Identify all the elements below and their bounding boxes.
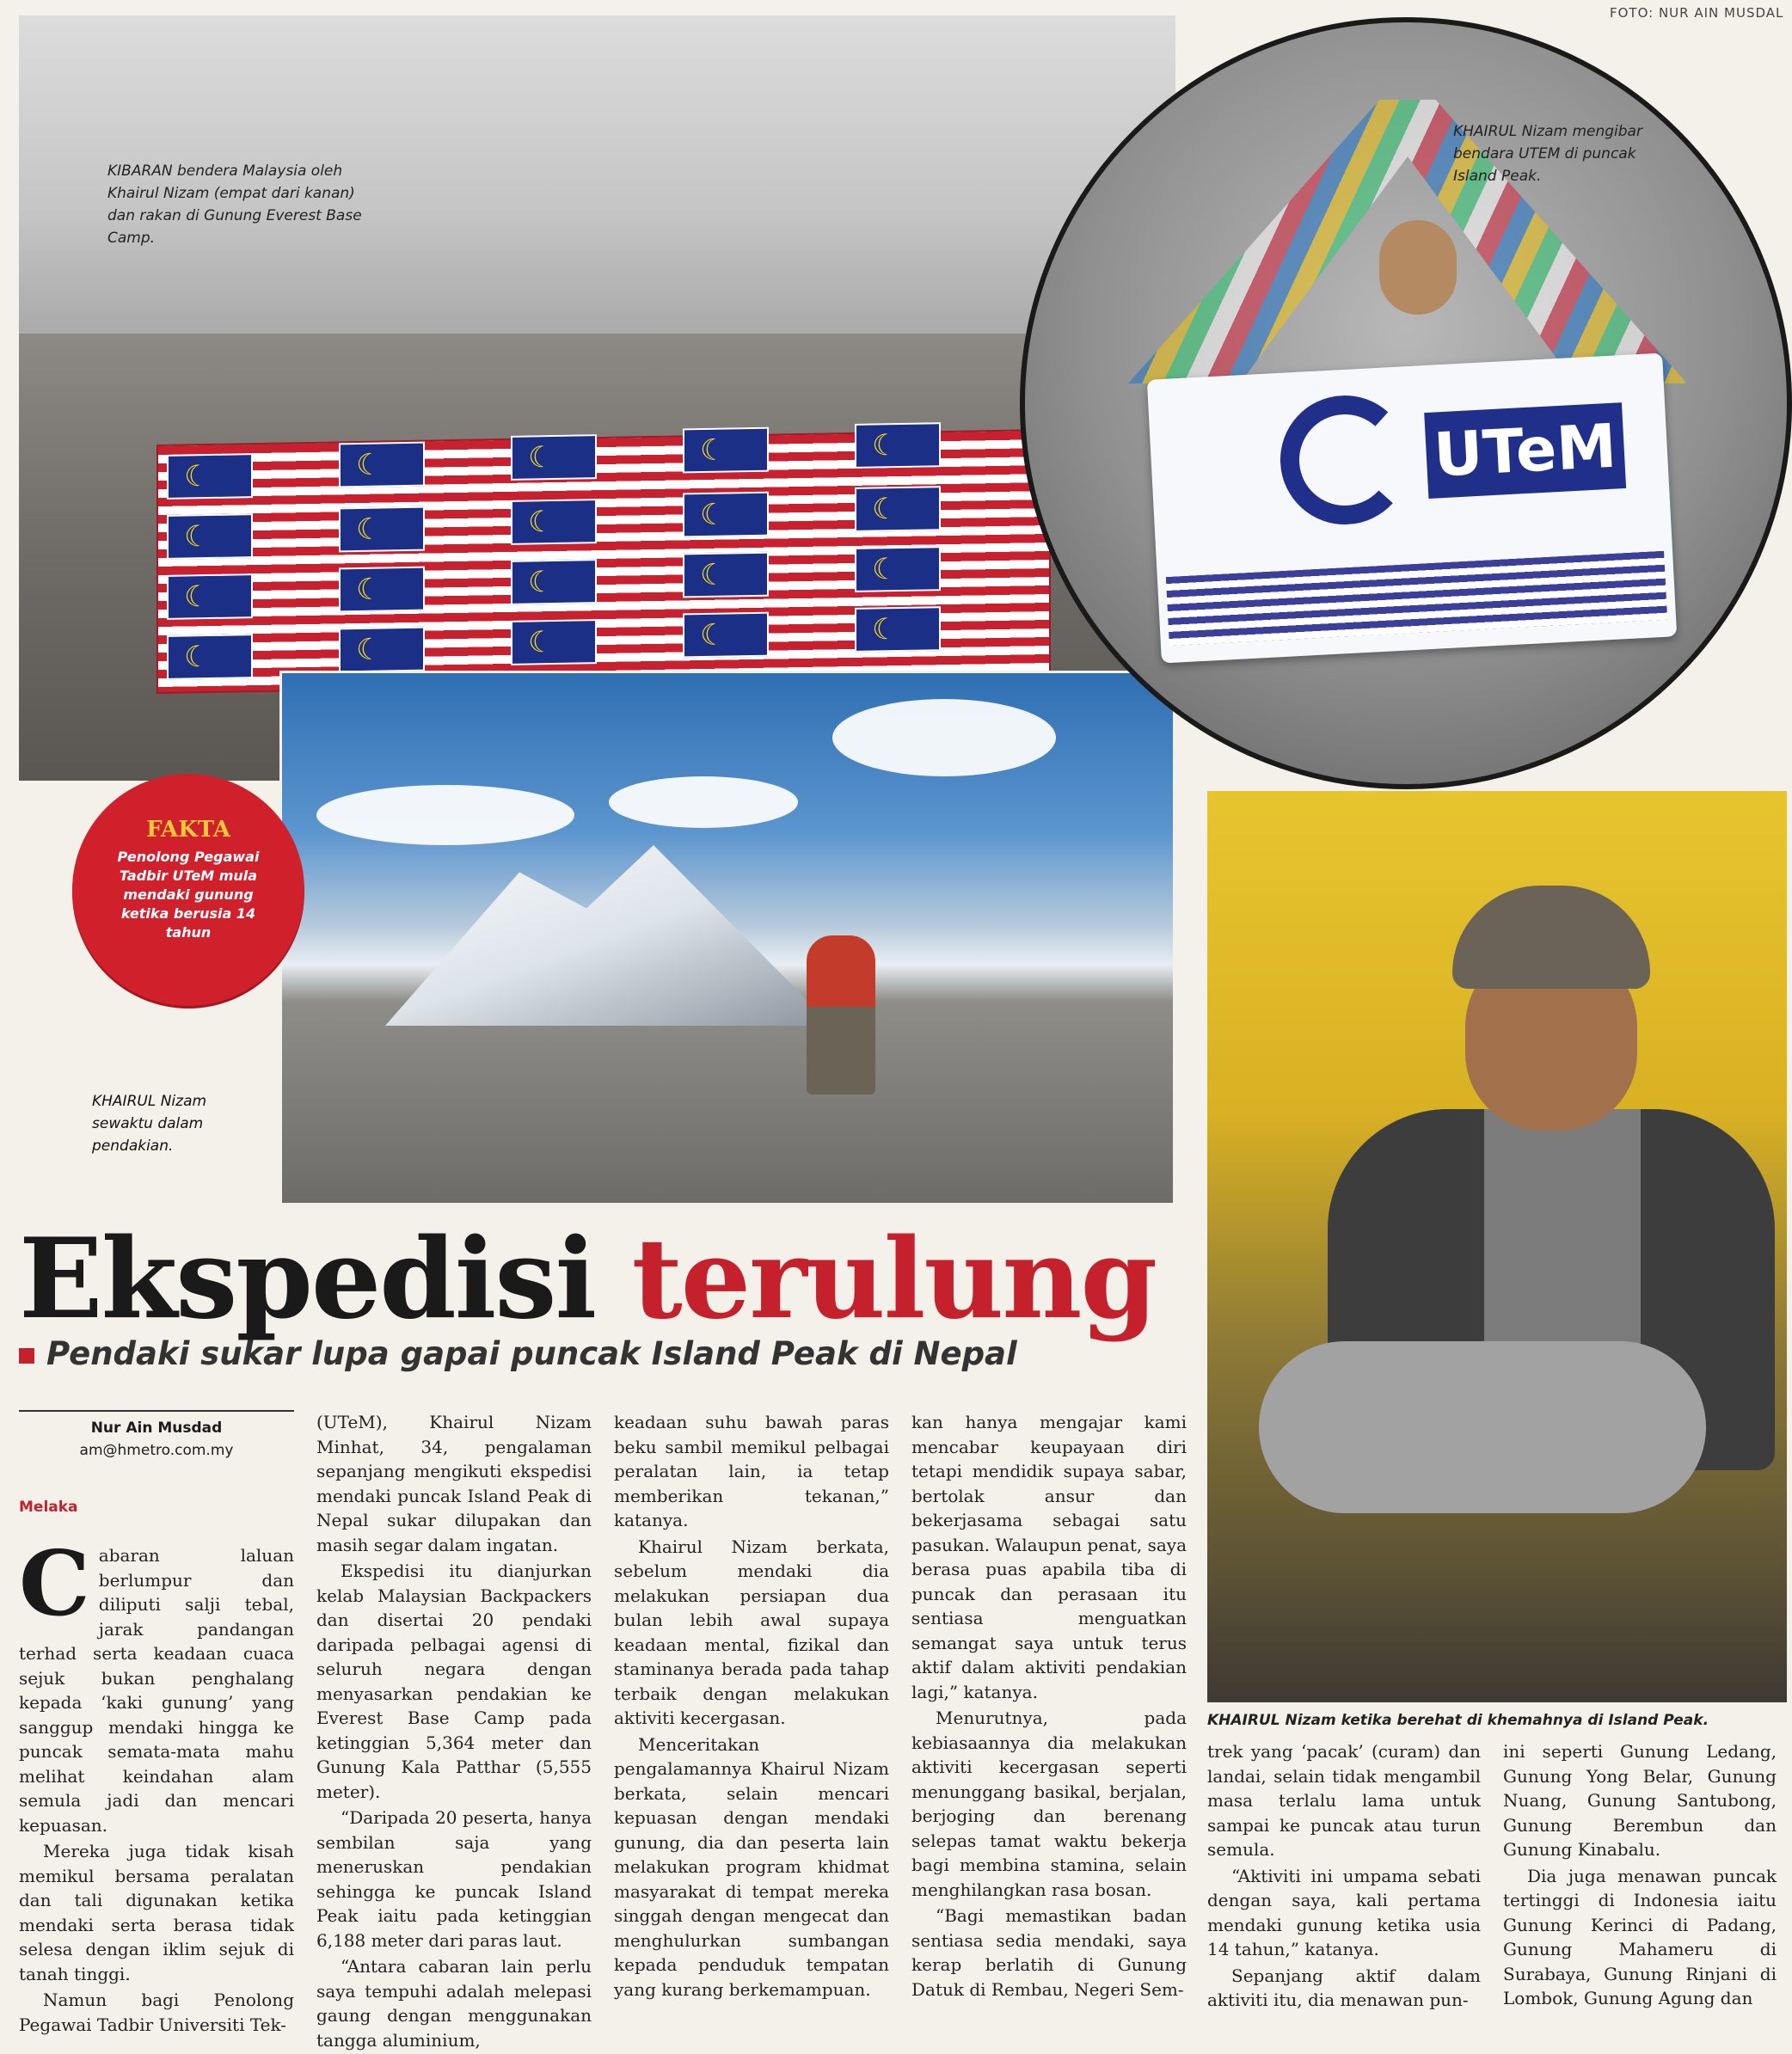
bullet-square-icon: [19, 1348, 34, 1364]
flag-canton: [167, 513, 253, 560]
photo-credit: FOTO: NUR AIN MUSDAL: [1610, 5, 1784, 21]
byline-email: am@hmetro.com.my: [79, 1442, 234, 1459]
paragraph: Ekspedisi itu dianjurkan kelab Malaysian Backpackers dan disertai 20 pendaki daripada pelbagai agensi di seluruh negara dengan menyasarkan pendakian ke Everest Base Camp pada ketinggian 5,364 meter dan Gunung Kala Patthar (5,555 meter).: [316, 1560, 592, 1802]
malaysia-flag-banner: [156, 429, 1051, 694]
fakta-title: FAKTA: [146, 817, 230, 843]
caption-basecamp: KIBARAN bendera Malaysia oleh Khairul Nizam (empat dari kanan) dan rakan di Gunung Everest Base Camp.: [107, 162, 362, 247]
paragraph: Menurutnya, pada kebiasaannya dia melakukan aktiviti kecergasan seperti menunggang basikal, berjalan, berjoging dan berenang selepas tamat waktu bekerja bagi membina stamina, selain menghilangkan rasa bosan.: [911, 1708, 1187, 1900]
paragraph: Sepanjang aktif dalam aktiviti itu, dia menawan pun-: [1207, 1965, 1481, 2010]
fakta-text: Penolong Pegawai Tadbir UTeM mula mendaki gunung ketika berusia 14 tahun: [117, 849, 260, 941]
paragraph: “Bagi memastikan badan sentiasa sedia mendaki, saya kerap berlatih di Gunung Datuk di Rembau, Negeri Sem-: [911, 1905, 1187, 2000]
flag-canton: [167, 634, 253, 680]
paragraph: “Antara cabaran lain perlu saya tempuhi adalah melepasi gaung dengan menggunakan tangga aluminium,: [316, 1956, 592, 2051]
caption-island-peak: KHAIRUL Nizam mengibar bendara UTEM di puncak Island Peak.: [1453, 123, 1642, 185]
photo-cloud: [832, 699, 1056, 776]
photo-mountain: [385, 845, 832, 1026]
flag-canton: [855, 546, 941, 592]
subheadline: [19, 1335, 1017, 1372]
flag-canton: [511, 619, 597, 665]
paragraph: Menceritakan pengalamannya Khairul Nizam berkata, selain mencari kepuasan dengan mendaki gunung, dia dan peserta lain melakukan program khidmat masyarakat di tempat mereka singgah dengan mengecat dan menghulurkan sumbangan kepada penduduk tempatan yang kurang berkemampuan.: [614, 1733, 889, 2000]
photo-tent: [1207, 791, 1787, 1702]
flag-canton: [683, 552, 769, 598]
article-column-3: [614, 1410, 889, 2003]
flag-canton: [855, 486, 941, 532]
flag-canton: [511, 434, 597, 481]
paragraph: ini seperti Gunung Ledang, Gunung Yong Belar, Gunung Nuang, Gunung Santubong, Gunung Berembun dan Gunung Kinabalu.: [1503, 1741, 1777, 1860]
paragraph: trek yang ‘pacak’ (curam) dan landai, selain tidak mengambil masa terlalu lama untuk sampai ke puncak atau turun semula.: [1207, 1741, 1481, 1860]
article-column-4: [911, 1410, 1187, 2003]
flag-canton: [339, 442, 425, 488]
flag-canton: [511, 499, 597, 545]
photo-cloud: [609, 776, 798, 828]
flag-canton: [683, 427, 769, 474]
flag-canton: [683, 612, 769, 659]
flag-canton: [339, 567, 425, 613]
photo-climber-head: [1379, 220, 1457, 315]
headline-part1: Ekspedisi: [19, 1215, 596, 1344]
article-column-6: [1503, 1739, 1777, 2013]
article-column-5: [1207, 1739, 1481, 2014]
flag-canton: [167, 573, 253, 620]
utem-banner: [1147, 353, 1677, 664]
article-column-1: [19, 1530, 294, 2039]
dateline-location: Melaka: [19, 1499, 78, 1516]
paragraph: kan hanya mengajar kami mencabar keupayaan diri tetapi mendidik supaya sabar, bertolak ansur dan bekerjasama sebagai satu pasukan. Walaupun penat, saya berasa puas apabila tiba di puncak dan perasaan itu sentiasa menguatkan semangat saya untuk terus aktif dalam aktiviti pendakian lagi,” katanya.: [911, 1412, 1187, 1702]
paragraph: [19, 1530, 294, 1837]
caption-trek: KHAIRUL Nizam sewaktu dalam pendakian.: [92, 1093, 207, 1155]
flag-canton: [339, 627, 425, 673]
headline: [19, 1215, 1156, 1344]
photo-trekking: [279, 671, 1175, 1205]
paragraph: “Daripada 20 peserta, hanya sembilan saja yang meneruskan pendakian sehingga ke puncak Island Peak iaitu pada ketinggian 6,188 meter dari paras laut.: [316, 1807, 592, 1951]
photo-everest-base-camp: [19, 15, 1175, 781]
caption-tent: KHAIRUL Nizam ketika berehat di khemahnya di Island Peak.: [1207, 1712, 1709, 1729]
utem-logo-icon: [1277, 392, 1413, 528]
headline-part2: terulung: [631, 1215, 1156, 1344]
dropcap: C: [19, 1530, 90, 1636]
paragraph: Khairul Nizam berkata, sebelum mendaki dia melakukan persiapan dua bulan lebih awal supaya keadaan mental, fizikal dan staminanya berada pada tahap terbaik dengan melakukan aktiviti kecergasan.: [614, 1536, 889, 1728]
byline: [19, 1410, 294, 1462]
paragraph: “Aktiviti ini umpama sebati dengan saya, kali pertama mendaki gunung ketika usia 14 tahun,” katanya.: [1207, 1865, 1481, 1959]
paragraph-text: abaran laluan berlumpur dan diliputi salji tebal, jarak pandangan terhad serta keadaan cuaca sejuk bukan penghalang kepada ‘kaki gunung’ yang sanggup mendaki hingga ke puncak semata-mata mahu melihat keindahan alam semula jadi dan mencari kepuasan.: [19, 1545, 294, 1836]
fakta-badge: [72, 774, 304, 1006]
flag-canton: [855, 422, 941, 469]
utem-logo-text: UTeM: [1424, 402, 1626, 499]
flag-canton: [855, 606, 941, 653]
flag-canton: [683, 492, 769, 538]
utem-banner-stripes: [1166, 551, 1667, 646]
paragraph: Dia juga menawan puncak tertinggi di Indonesia iaitu Gunung Kerinci di Padang, Gunung Mahameru di Surabaya, Gunung Rinjani di Lombok, Gunung Agung dan: [1503, 1865, 1777, 2008]
paragraph: keadaan suhu bawah paras beku sambil memikul pelbagai peralatan lain, ia tetap memberikan tekanan,” katanya.: [614, 1412, 889, 1530]
photo-legs: [1259, 1341, 1706, 1513]
paragraph: Namun bagi Penolong Pegawai Tadbir Universiti Tek-: [19, 1990, 294, 2035]
photo-climber: [807, 935, 875, 1094]
article-column-2: [316, 1410, 592, 2054]
photo-beanie: [1452, 886, 1650, 989]
flag-canton: [167, 453, 253, 500]
paragraph: (UTeM), Khairul Nizam Minhat, 34, pengalaman sepanjang mengikuti ekspedisi mendaki puncak Island Peak di Nepal sukar dilupakan dan masih segar dalam ingatan.: [316, 1412, 592, 1555]
photo-cloud: [316, 785, 574, 845]
photo-island-peak: [1020, 17, 1792, 789]
paragraph: Mereka juga tidak kisah memikul bersama peralatan dan tali digunakan ketika mendaki serta berasa tidak selesa dengan iklim sejuk di tanah tinggi.: [19, 1841, 294, 1984]
flag-canton: [511, 559, 597, 605]
subheadline-text: Pendaki sukar lupa gapai puncak Island Peak di Nepal: [46, 1335, 1017, 1372]
byline-name: Nur Ain Musdad: [90, 1419, 223, 1437]
flag-canton: [339, 506, 425, 553]
